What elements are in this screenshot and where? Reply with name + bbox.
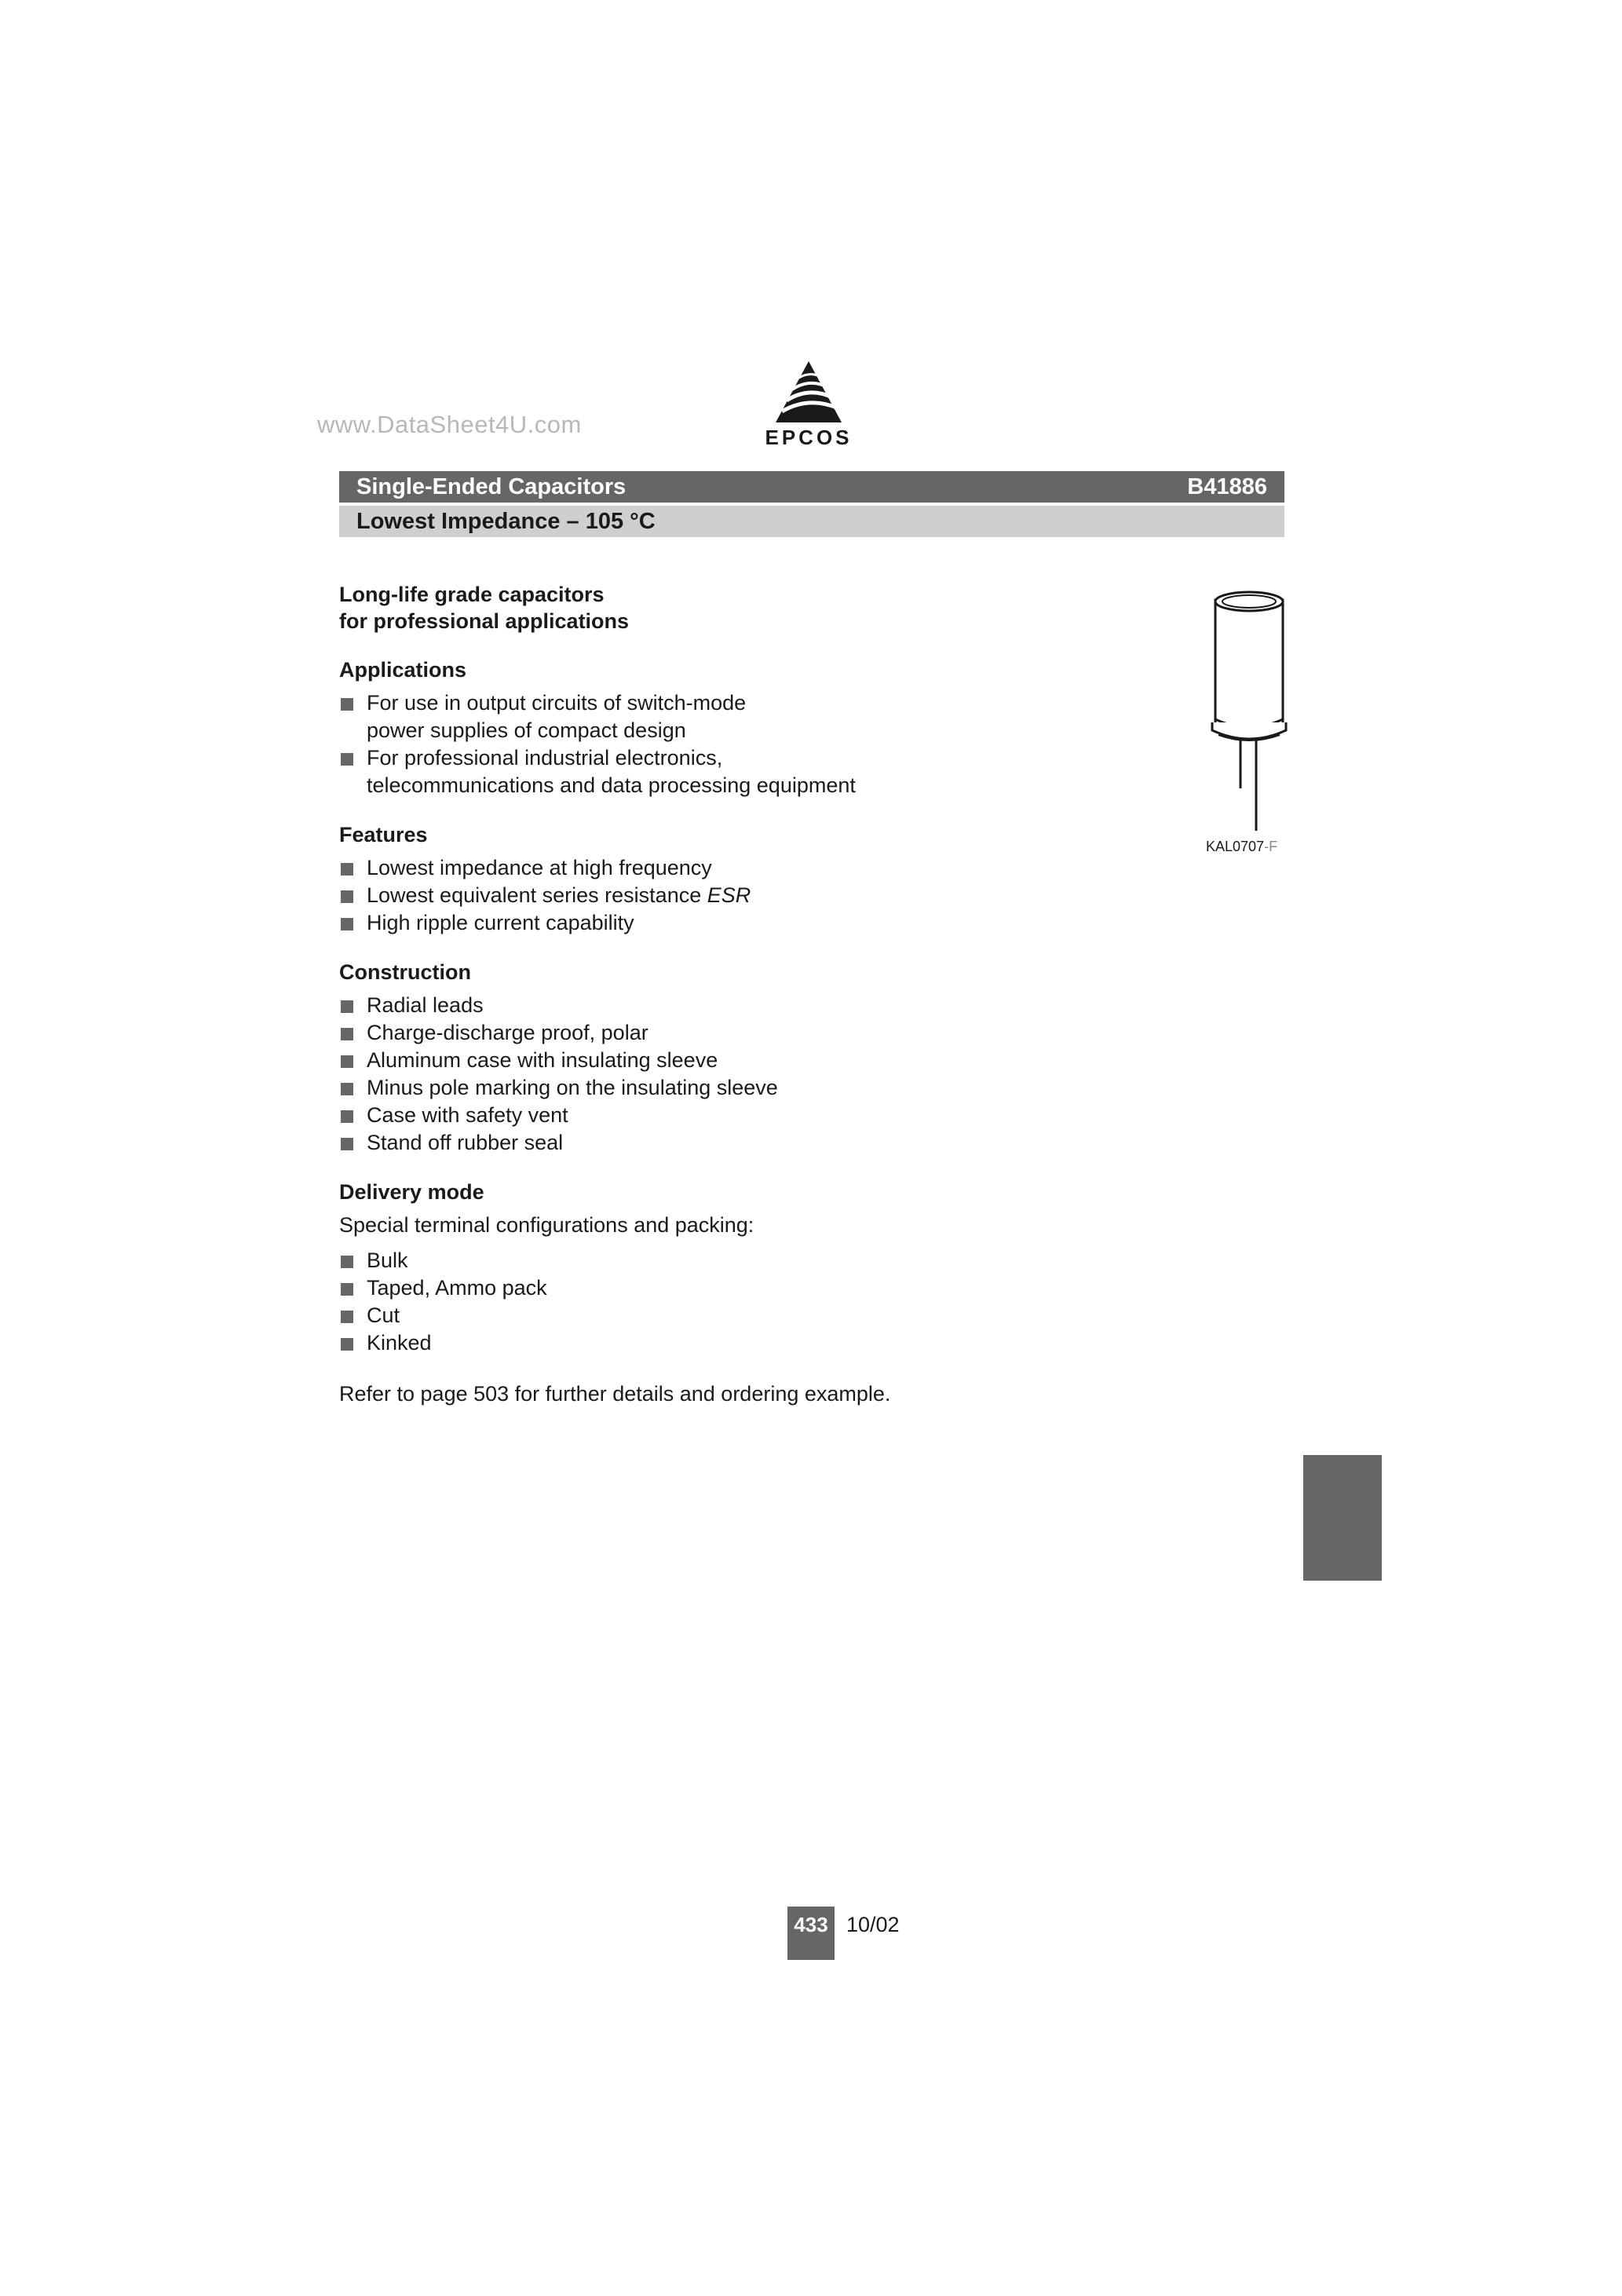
capacitor-illustration bbox=[1201, 589, 1295, 856]
list-item bbox=[339, 689, 1171, 744]
figure-code-main: KAL0707 bbox=[1206, 839, 1265, 854]
list-item-text: High ripple current capability bbox=[367, 911, 634, 934]
list-item-text: Lowest equivalent series resistance bbox=[367, 883, 702, 907]
title-bar bbox=[339, 471, 1284, 503]
list-item-text: Minus pole marking on the insulating sleeve bbox=[367, 1076, 778, 1099]
figure-code-suffix: -F bbox=[1264, 839, 1278, 854]
list-item-text: Aluminum case with insulating sleeve bbox=[367, 1048, 718, 1072]
square-bullet-icon bbox=[341, 1110, 353, 1123]
square-bullet-icon bbox=[341, 863, 353, 876]
watermark-url: www.DataSheet4U.com bbox=[317, 411, 582, 438]
applications-heading: Applications bbox=[339, 658, 467, 682]
list-item bbox=[339, 744, 1171, 799]
subtitle-bar bbox=[339, 506, 1284, 537]
list-item-text: Kinked bbox=[367, 1331, 432, 1355]
list-item-text: For use in output circuits of switch-mode bbox=[367, 691, 747, 715]
delivery-text: Special terminal configurations and packing: bbox=[339, 1213, 754, 1237]
list-item bbox=[339, 1274, 1171, 1302]
list-item bbox=[339, 1247, 1171, 1274]
square-bullet-icon bbox=[341, 918, 353, 930]
list-item bbox=[339, 1074, 1171, 1102]
list-item bbox=[339, 909, 1171, 937]
square-bullet-icon bbox=[341, 753, 353, 766]
intro-line: Long-life grade capacitors bbox=[339, 583, 605, 606]
product-title: Single-Ended Capacitors bbox=[356, 473, 627, 499]
section-tab-marker bbox=[1303, 1455, 1382, 1581]
epcos-triangle-icon bbox=[776, 361, 842, 424]
square-bullet-icon bbox=[341, 1311, 353, 1323]
list-item bbox=[339, 854, 1171, 882]
list-item bbox=[339, 1019, 1171, 1047]
list-item-text: Stand off rubber seal bbox=[367, 1131, 564, 1154]
construction-list bbox=[339, 992, 1171, 1157]
list-item-text: Bulk bbox=[367, 1249, 408, 1272]
intro-line: for professional applications bbox=[339, 609, 630, 633]
features-list bbox=[339, 854, 1171, 937]
brand-name: EPCOS bbox=[765, 426, 853, 449]
page-number: 433 bbox=[787, 1907, 835, 1960]
delivery-list bbox=[339, 1247, 1171, 1357]
list-item-text: Lowest impedance at high frequency bbox=[367, 856, 712, 879]
construction-heading: Construction bbox=[339, 960, 471, 984]
square-bullet-icon bbox=[341, 890, 353, 903]
square-bullet-icon bbox=[341, 1338, 353, 1351]
list-item-text: Case with safety vent bbox=[367, 1103, 568, 1127]
list-item bbox=[339, 1329, 1171, 1357]
figure-code bbox=[1206, 839, 1277, 855]
delivery-heading: Delivery mode bbox=[339, 1180, 484, 1204]
refer-text: Refer to page 503 for further details and ordering example. bbox=[339, 1382, 891, 1406]
square-bullet-icon bbox=[341, 1138, 353, 1150]
list-item-text: Charge-discharge proof, polar bbox=[367, 1021, 648, 1044]
intro-text bbox=[339, 581, 1171, 634]
list-item bbox=[339, 1129, 1171, 1157]
list-item bbox=[339, 1102, 1171, 1129]
square-bullet-icon bbox=[341, 698, 353, 711]
square-bullet-icon bbox=[341, 1283, 353, 1296]
list-item-text: Cut bbox=[367, 1303, 400, 1327]
applications-list bbox=[339, 689, 1171, 799]
epcos-logo bbox=[754, 361, 864, 455]
square-bullet-icon bbox=[341, 1028, 353, 1040]
product-subtitle: Lowest Impedance – 105 °C bbox=[356, 508, 656, 534]
list-item bbox=[339, 1047, 1171, 1074]
esr-abbreviation: ESR bbox=[707, 883, 751, 907]
list-item-text: For professional industrial electronics, bbox=[367, 746, 723, 770]
list-item-text: Taped, Ammo pack bbox=[367, 1276, 547, 1300]
page-date: 10/02 bbox=[846, 1913, 900, 1936]
list-item-text: telecommunications and data processing equipment bbox=[367, 773, 856, 797]
list-item bbox=[339, 1302, 1171, 1329]
square-bullet-icon bbox=[341, 1055, 353, 1068]
square-bullet-icon bbox=[341, 1083, 353, 1095]
list-item bbox=[339, 992, 1171, 1019]
list-item-text: power supplies of compact design bbox=[367, 718, 686, 742]
main-content bbox=[339, 581, 1171, 1408]
features-heading: Features bbox=[339, 823, 428, 846]
list-item-text: Radial leads bbox=[367, 993, 484, 1017]
square-bullet-icon bbox=[341, 1000, 353, 1013]
square-bullet-icon bbox=[341, 1256, 353, 1268]
capacitor-icon bbox=[1201, 589, 1295, 840]
product-code: B41886 bbox=[1187, 473, 1267, 499]
list-item bbox=[339, 882, 1171, 909]
